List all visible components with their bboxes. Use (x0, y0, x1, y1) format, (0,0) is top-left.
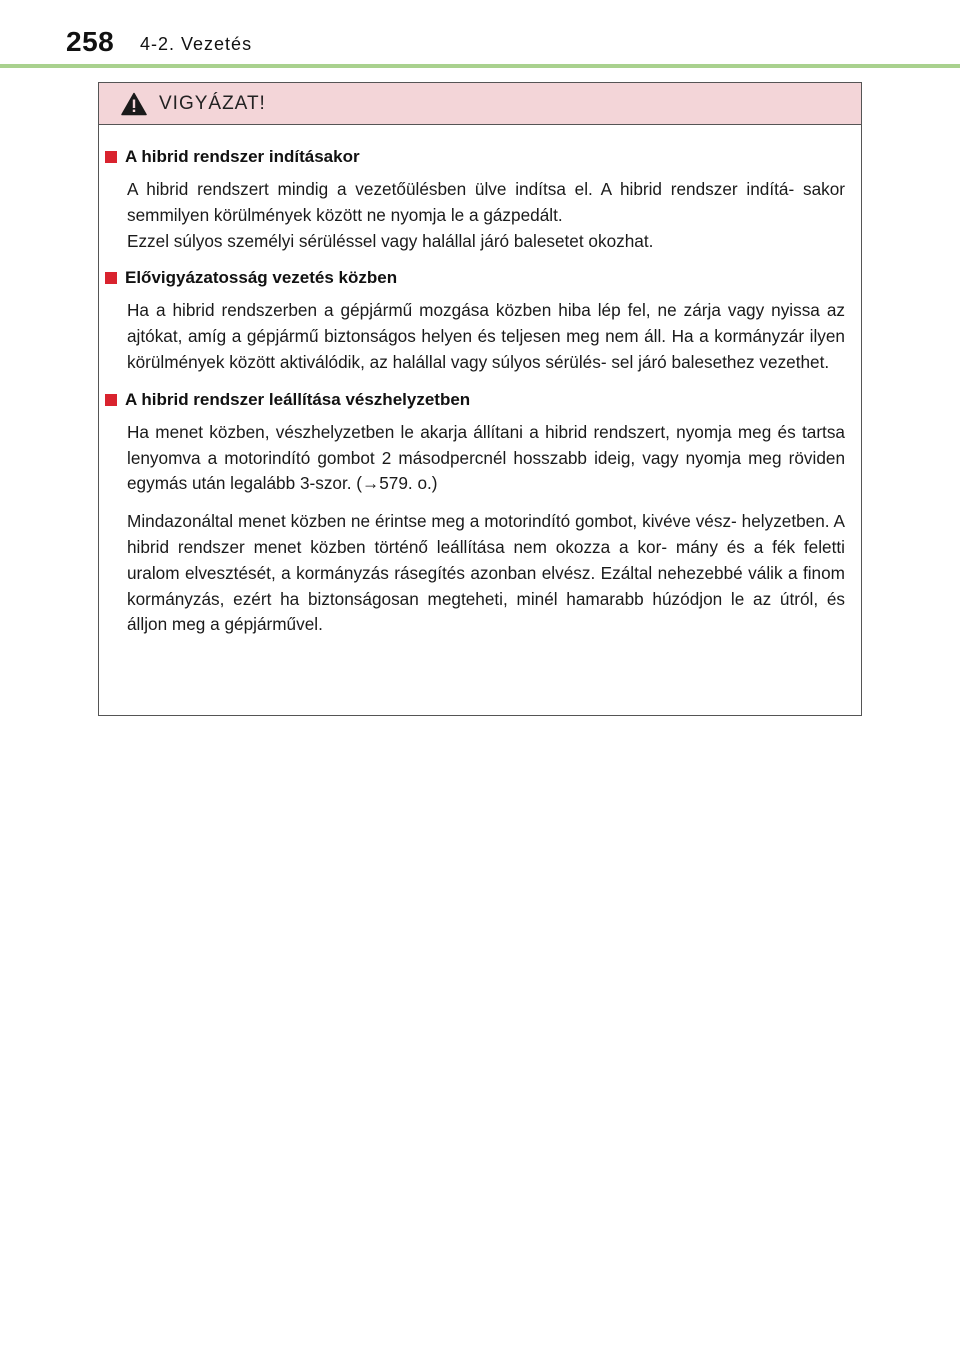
bullet-square-icon (105, 151, 117, 163)
caution-label: VIGYÁZAT! (159, 93, 266, 114)
bullet-square-icon (105, 272, 117, 284)
bullet-square-icon (105, 394, 117, 406)
paragraph: Ha menet közben, vészhelyzetben le akarja állítani a hibrid rendszert, nyomja meg és tartsa lenyomva a motorindító gombot 2 másodpercnél hosszabb ideig, vagy nyomja meg röviden egymás után legalább 3-szor. (→579. o.) (127, 421, 845, 494)
paragraph: A hibrid rendszert mindig a vezetőülésben ülve indítsa el. A hibrid rendszer indítá- sakor semmilyen körülmények között ne nyomja le a gázpedált. (127, 179, 845, 225)
page-number: 258 (66, 26, 115, 57)
section-heading-text: Elővigyázatosság vezetés közben (125, 268, 398, 288)
section-heading (105, 268, 845, 288)
section-title: 4-2. Vezetés (140, 34, 253, 54)
section-heading-text: A hibrid rendszer indításakor (125, 147, 360, 166)
section-heading (105, 147, 845, 167)
warning-triangle-icon (121, 92, 147, 116)
section-heading (105, 390, 845, 410)
section-heading-text: A hibrid rendszer leállítása vészhelyzetben (125, 389, 471, 409)
caution-box (98, 82, 862, 716)
page-header (0, 0, 960, 68)
paragraph: Ezzel súlyos személyi sérüléssel vagy halállal járó balesetet okozhat. (127, 230, 654, 251)
caution-header (99, 83, 861, 125)
paragraph: Ha a hibrid rendszerben a gépjármű mozgása közben hiba lép fel, ne zárja vagy nyissa az ajtókat, amíg a gépjármű biztonságos helyen és teljesen meg nem áll. Ha a kormányzár ilyen körülmények között aktiválódik, az halállal vagy súlyos sérülés- sel járó balesethez vezethet. (127, 300, 845, 372)
header-rule (0, 64, 960, 68)
paragraph: Mindazonáltal menet közben ne érintse meg a motorindító gombot, kivéve vész- helyzetben. A hibrid rendszer menet közben történő leállítása nem okozza a kor- mány és a fék feletti uralom elvesztését, a kormányzás rásegítés azonban elvész. Ezáltal nehezebbé válik a finom kormányzás, ezért ha biztonságosan megteheti, minél hamarabb húzódjon le az útról, és álljon meg a gépjárművel. (127, 511, 845, 635)
caution-body (99, 125, 861, 638)
